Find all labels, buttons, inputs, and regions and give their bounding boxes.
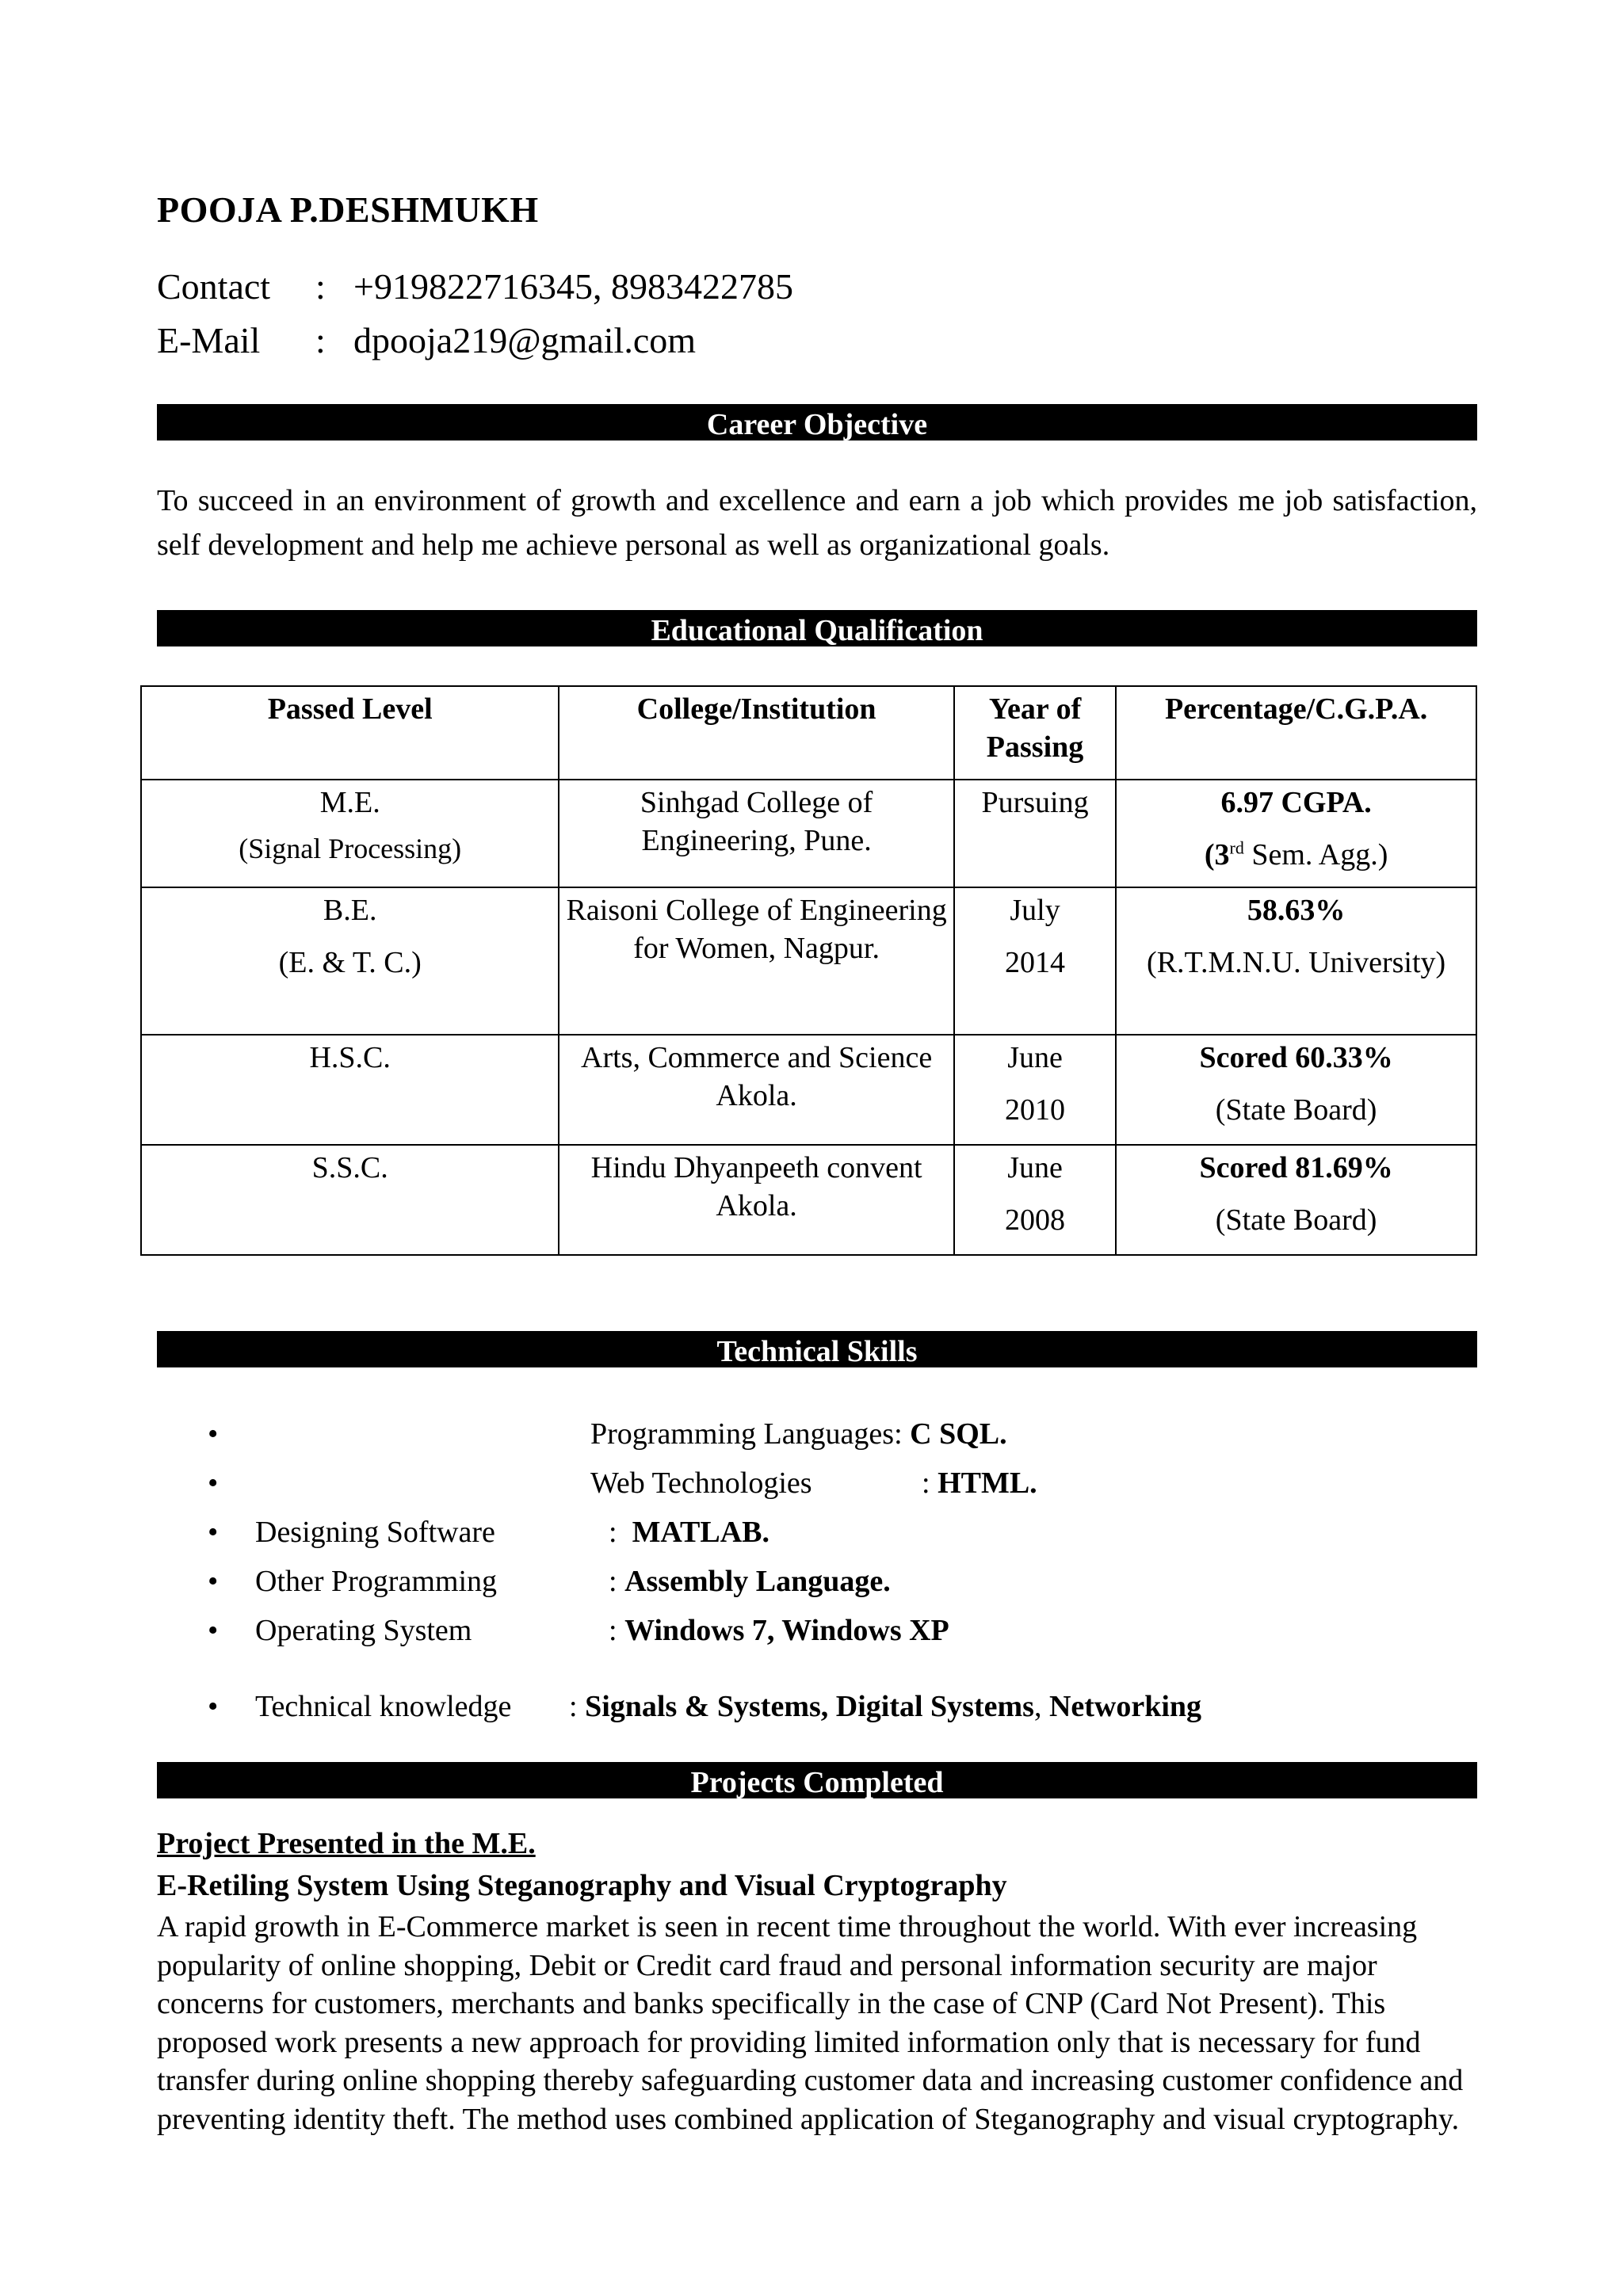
cell-year: July 2014: [954, 887, 1116, 1035]
project-description: A rapid growth in E-Commerce market is seen in recent time throughout the world. With ever increasing popularity of online shopping, Debit or Credit card fraud and personal information security are major concerns for customers, merchants and banks specifically in the case of CNP (Card Not Present). This proposed work presents a new approach for providing limited information only that is necessary for fund transfer during online shopping thereby safeguarding customer data and increasing customer confidence and preventing identity theft. The method uses combined application of Steganography and visual cryptography.: [157, 1910, 1464, 2136]
contact-label: Contact: [157, 266, 271, 307]
header-percentage: Percentage/C.G.P.A.: [1116, 686, 1476, 780]
cell-year: June 2008: [954, 1145, 1116, 1255]
cell-score: 58.63% (R.T.M.N.U. University): [1116, 887, 1476, 1035]
section-projects-completed: Projects Completed: [157, 1762, 1477, 1798]
contact-value: +919822716345, 8983422785: [353, 266, 793, 307]
section-career-objective: Career Objective: [157, 404, 1477, 441]
contact-row: [157, 265, 793, 307]
education-table: [140, 685, 1477, 1256]
table-row: [141, 780, 1476, 887]
cell-score: 6.97 CGPA. (3rd Sem. Agg.): [1116, 780, 1476, 887]
table-row: [141, 1035, 1476, 1145]
cell-year: June 2010: [954, 1035, 1116, 1145]
section-technical-skills: Technical Skills: [157, 1331, 1477, 1367]
cell-score: Scored 60.33% (State Board): [1116, 1035, 1476, 1145]
bullet-icon: [208, 1515, 218, 1550]
cell-level: S.S.C.: [141, 1145, 559, 1255]
skill-row: Technical knowledge : Signals & Systems, Digital Systems, Networking: [255, 1690, 1202, 1723]
cell-college: Hindu Dhyanpeeth convent Akola.: [559, 1145, 953, 1255]
bullet-icon: [208, 1689, 218, 1724]
cell-college: Arts, Commerce and Science Akola.: [559, 1035, 953, 1145]
table-row: [141, 1145, 1476, 1255]
bullet-icon: [208, 1417, 218, 1451]
cell-college: Sinhgad College of Engineering, Pune.: [559, 780, 953, 887]
header-passed-level: Passed Level: [141, 686, 559, 780]
email-label: E-Mail: [157, 320, 261, 360]
cell-level: B.E. (E. & T. C.): [141, 887, 559, 1035]
project-subheading: Project Presented in the M.E.: [157, 1827, 536, 1860]
skill-row: Programming Languages: C SQL.: [590, 1417, 1007, 1451]
bullet-icon: [208, 1613, 218, 1648]
cell-level: M.E. (Signal Processing): [141, 780, 559, 887]
career-objective-text: To succeed in an environment of growth and excellence and earn a job which provides me job satisfaction, self development and help me achieve personal as well as organizational goals.: [157, 484, 1477, 562]
skill-row: Designing Software : MATLAB.: [255, 1516, 770, 1549]
email-separator: :: [315, 320, 326, 360]
bullet-icon: [208, 1564, 218, 1599]
cell-score: Scored 81.69% (State Board): [1116, 1145, 1476, 1255]
header-year: Year of Passing: [954, 686, 1116, 780]
cell-level: H.S.C.: [141, 1035, 559, 1145]
bullet-icon: [208, 1466, 218, 1501]
cell-college: Raisoni College of Engineering for Women, Nagpur.: [559, 887, 953, 1035]
skill-row: Web Technologies : HTML.: [590, 1466, 1037, 1500]
section-educational-qualification: Educational Qualification: [157, 610, 1477, 646]
candidate-name: POOJA P.DESHMUKH: [157, 189, 539, 230]
skill-row: Operating System : Windows 7, Windows XP: [255, 1614, 949, 1647]
contact-separator: :: [315, 266, 326, 307]
email-row: [157, 319, 696, 361]
table-row: [141, 887, 1476, 1035]
table-header-row: [141, 686, 1476, 780]
skill-row: Other Programming : Assembly Language.: [255, 1565, 891, 1598]
project-title: E-Retiling System Using Steganography and Visual Cryptography: [157, 1869, 1007, 1902]
header-college: College/Institution: [559, 686, 953, 780]
cell-year: Pursuing: [954, 780, 1116, 887]
email-value: dpooja219@gmail.com: [353, 320, 697, 360]
